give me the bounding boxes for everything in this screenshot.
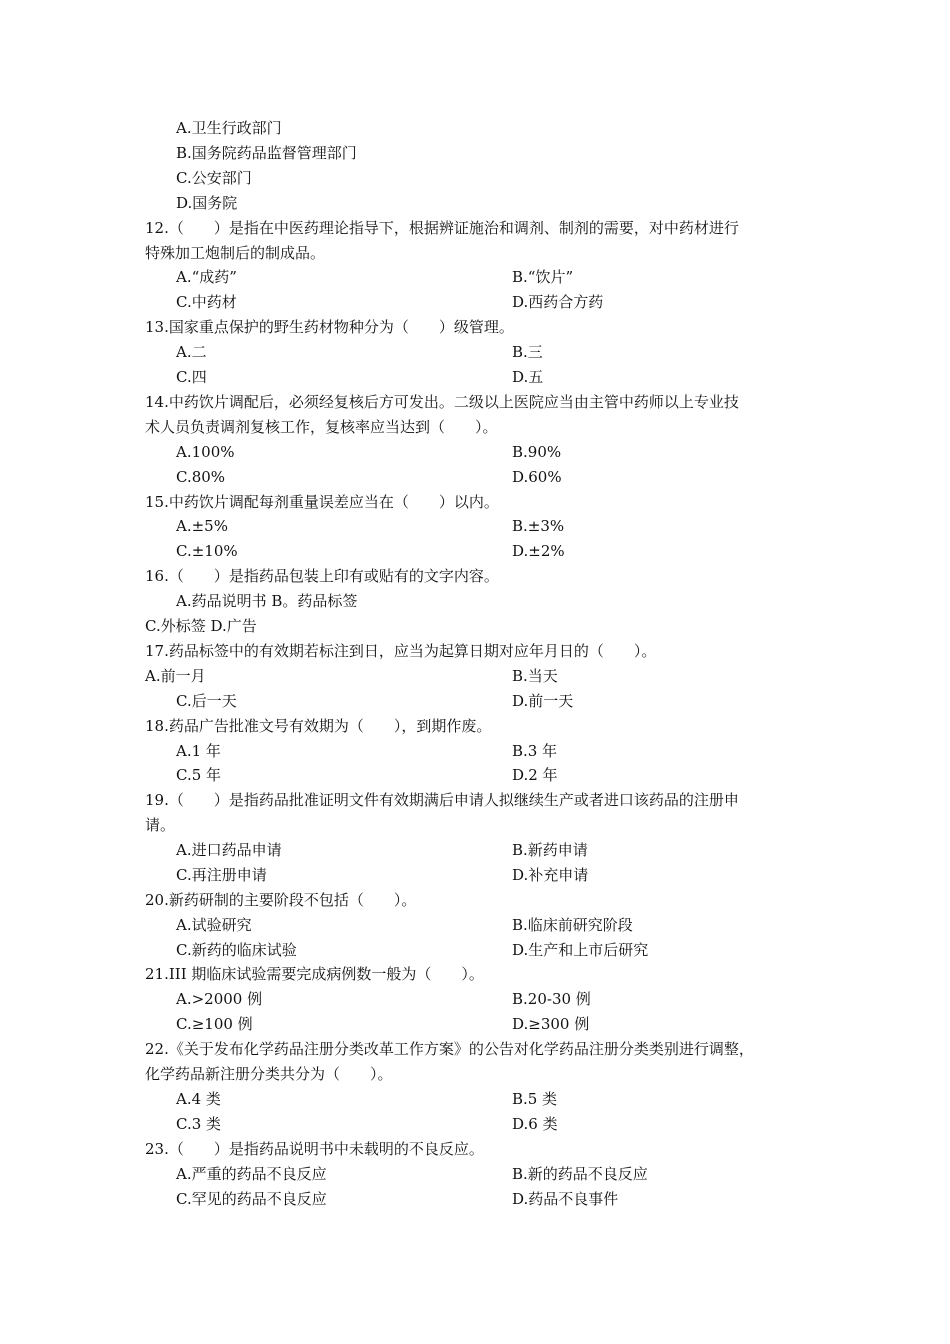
- q15-option-d: D.±2%: [512, 542, 565, 560]
- q17-option-c: C.后一天: [176, 692, 237, 710]
- q19-stem-line1: 19.（ ）是指药品批准证明文件有效期满后申请人拟继续生产或者进口该药品的注册申: [145, 791, 739, 809]
- q15-option-a: A.±5%: [176, 517, 228, 535]
- q14-stem-line2: 术人员负责调剂复核工作，复核率应当达到（ ）。: [145, 418, 498, 436]
- q18-stem: 18.药品广告批准文号有效期为（ ），到期作废。: [145, 717, 492, 735]
- q22-stem-line2: 化学药品新注册分类共分为（ ）。: [145, 1065, 393, 1083]
- q21-option-a: A.>2000 例: [176, 990, 263, 1008]
- q22-option-b: B.5 类: [512, 1090, 558, 1108]
- q19-option-a: A.进口药品申请: [176, 841, 282, 859]
- q13-option-a: A.二: [176, 343, 207, 361]
- q12-option-c: C.中药材: [176, 293, 237, 311]
- q20-option-c: C.新药的临床试验: [176, 941, 297, 959]
- q19-stem-line2: 请。: [145, 816, 176, 834]
- q23-option-b: B.新的药品不良反应: [512, 1165, 648, 1183]
- q23-stem: 23.（ ）是指药品说明书中未载明的不良反应。: [145, 1140, 484, 1158]
- q22-option-c: C.3 类: [176, 1115, 222, 1133]
- q13-option-b: B.三: [512, 343, 543, 361]
- q21-option-c: C.≥100 例: [176, 1015, 253, 1033]
- q19-option-d: D.补充申请: [512, 866, 589, 884]
- q15-stem: 15.中药饮片调配每剂重量误差应当在（ ）以内。: [145, 493, 499, 511]
- q14-option-c: C.80%: [176, 468, 226, 486]
- q14-stem-line1: 14.中药饮片调配后，必须经复核后方可发出。二级以上医院应当由主管中药师以上专业技: [145, 393, 739, 411]
- q12-stem-line1: 12.（ ）是指在中医药理论指导下，根据辨证施治和调剂、制剂的需要，对中药材进行: [145, 219, 739, 237]
- q22-stem-line1: 22.《关于发布化学药品注册分类改革工作方案》的公告对化学药品注册分类类别进行调整，: [145, 1040, 754, 1058]
- q23-option-c: C.罕见的药品不良反应: [176, 1190, 327, 1208]
- q18-option-c: C.5 年: [176, 766, 222, 784]
- q18-option-b: B.3 年: [512, 742, 558, 760]
- q19-option-c: C.再注册申请: [176, 866, 267, 884]
- q12-option-d: D.西药合方药: [512, 293, 604, 311]
- q18-option-a: A.1 年: [176, 742, 221, 760]
- q13-stem: 13.国家重点保护的野生药材物种分为（ ）级管理。: [145, 318, 514, 336]
- q11-option-b: B.国务院药品监督管理部门: [176, 144, 357, 162]
- q16-stem: 16.（ ）是指药品包装上印有或贴有的文字内容。: [145, 567, 499, 585]
- q20-option-b: B.临床前研究阶段: [512, 916, 633, 934]
- q13-option-d: D.五: [512, 368, 544, 386]
- q15-option-c: C.±10%: [176, 542, 238, 560]
- q17-option-a: A.前一月: [145, 667, 206, 685]
- q18-option-d: D.2 年: [512, 766, 558, 784]
- q22-option-a: A.4 类: [176, 1090, 221, 1108]
- q12-option-b: B.“饮片”: [512, 268, 574, 286]
- q14-option-a: A.100%: [176, 443, 235, 461]
- q22-option-d: D.6 类: [512, 1115, 558, 1133]
- q20-option-a: A.试验研究: [176, 916, 252, 934]
- q21-option-d: D.≥300 例: [512, 1015, 590, 1033]
- q15-option-b: B.±3%: [512, 517, 565, 535]
- q11-option-d: D.国务院: [176, 194, 238, 212]
- q17-option-b: B.当天: [512, 667, 558, 685]
- q20-option-d: D.生产和上市后研究: [512, 941, 649, 959]
- q21-stem: 21.III 期临床试验需要完成病例数一般为（ ）。: [145, 965, 484, 983]
- q14-option-b: B.90%: [512, 443, 562, 461]
- q12-stem-line2: 特殊加工炮制后的制成品。: [145, 244, 326, 262]
- q17-option-d: D.前一天: [512, 692, 574, 710]
- q16-options-cd: C.外标签 D.广告: [145, 617, 257, 635]
- q16-options-ab: A.药品说明书 B。药品标签: [176, 592, 358, 610]
- q19-option-b: B.新药申请: [512, 841, 588, 859]
- q20-stem: 20.新药研制的主要阶段不包括（ ）。: [145, 891, 417, 909]
- q11-option-c: C.公安部门: [176, 169, 252, 187]
- q13-option-c: C.四: [176, 368, 207, 386]
- q17-stem: 17.药品标签中的有效期若标注到日，应当为起算日期对应年月日的（ ）。: [145, 642, 657, 660]
- q12-option-a: A.“成药”: [176, 268, 237, 286]
- q23-option-d: D.药品不良事件: [512, 1190, 619, 1208]
- q23-option-a: A.严重的药品不良反应: [176, 1165, 327, 1183]
- q14-option-d: D.60%: [512, 468, 562, 486]
- q21-option-b: B.20-30 例: [512, 990, 591, 1008]
- q11-option-a: A.卫生行政部门: [176, 119, 282, 137]
